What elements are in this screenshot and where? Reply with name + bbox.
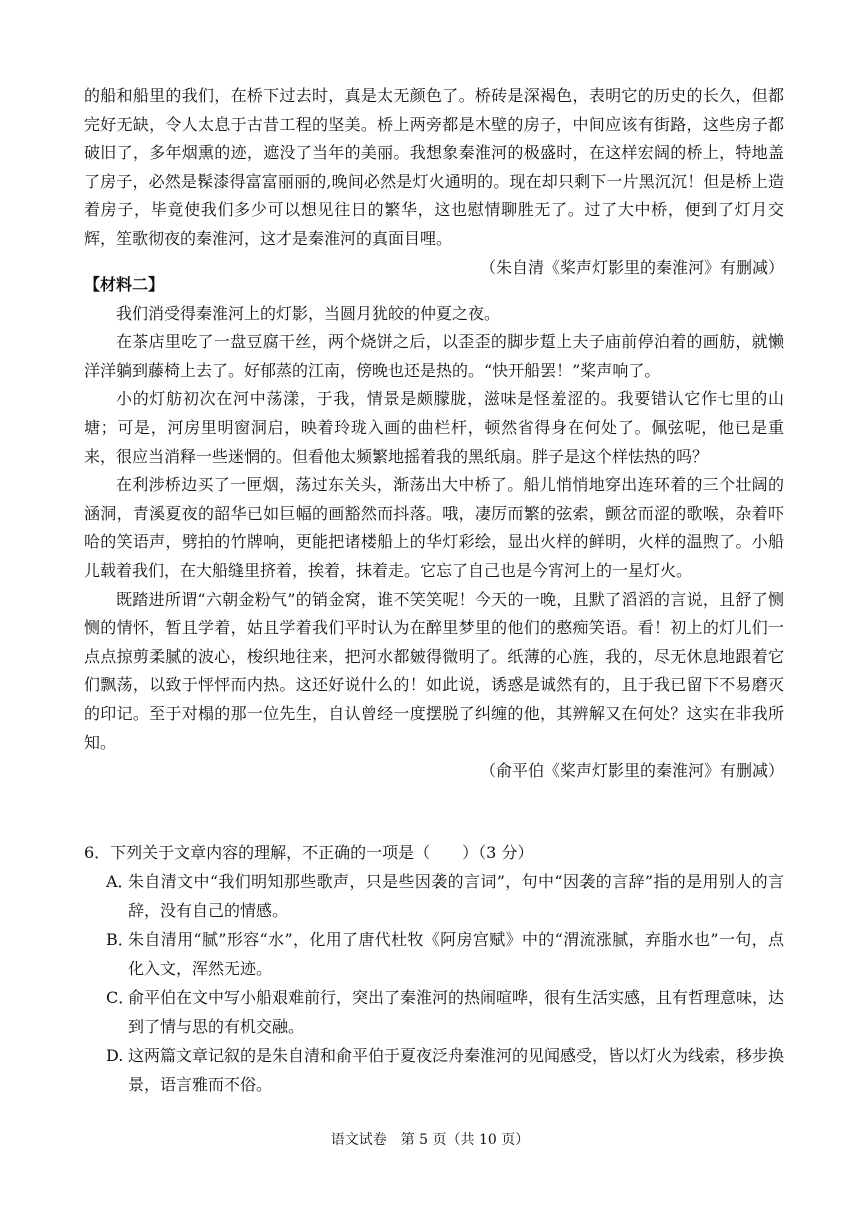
option-d-text: 这两篇文章记叙的是朱自清和俞平伯于夏夜泛舟秦淮河的见闻感受，皆以灯火为线索，移步换景，语言雅而不俗。 (128, 1046, 785, 1094)
option-b[interactable] (106, 925, 784, 983)
option-d[interactable] (106, 1041, 784, 1099)
material-one-tail (84, 82, 784, 282)
option-c-letter: C． (106, 988, 135, 1007)
option-a[interactable] (106, 867, 784, 925)
page-footer: 语文试卷 第 5 页（共 10 页） (330, 1132, 530, 1148)
option-b-text: 朱自清用“腻”形容“水”，化用了唐代杜牧《阿房宫赋》中的“渭流涨腻，弃脂水也”一句，点化入文，浑然无迹。 (128, 930, 784, 978)
material-two-heading: 【材料二】 (84, 275, 165, 294)
material-one-source: （朱自清《桨声灯影里的秦淮河》有删减） (479, 257, 784, 277)
option-a-letter: A． (106, 872, 134, 891)
material-two-paragraph-3: 小的灯舫初次在河中荡漾，于我，情景是颇朦胧，滋味是怪羞涩的。我要错认它作七里的山塘；可是，河房里明窗洞启，映着玲珑入画的曲栏杆，顿然省得身在何处了。佩弦呢，他已是重来，很应当消释一些迷惘的。但看他太频繁地摇着我的黑纸扇。胖子是这个样怯热的吗？ (84, 389, 784, 466)
option-a-text: 朱自清文中“我们明知那些歌声，只是些因袭的言词”，句中“因袭的言辞”指的是用别人的言辞，没有自己的情感。 (128, 872, 784, 920)
option-b-letter: B． (106, 930, 134, 949)
question-6-stem: 6．下列关于文章内容的理解，不正确的一项是（ ）（3 分） (84, 843, 534, 862)
option-d-letter: D. (106, 1046, 124, 1065)
option-c[interactable] (106, 983, 784, 1041)
material-two-paragraph-2: 在茶店里吃了一盘豆腐干丝，两个烧饼之后，以歪歪的脚步踅上夫子庙前停泊着的画舫，就懒洋洋躺到藤椅上去了。好郁蒸的江南，傍晚也还是热的。“快开船罢！”桨声响了。 (84, 332, 784, 380)
material-two-paragraph-1: 我们消受得秦淮河上的灯影，当圆月犹皎的仲夏之夜。 (116, 303, 501, 323)
material-two-paragraph-5: 既踏进所谓“六朝金粉气”的销金窝，谁不笑笑呢！今天的一晚，且默了滔滔的言说，且舒了恻恻的情怀，暂且学着，姑且学着我们平时认为在醉里梦里的他们的憨痴笑语。看！初上的灯儿们一点点掠剪柔腻的波心，梭织地往来，把河水都皴得微明了。纸薄的心旌，我的，尽无休息地跟着它们飘荡，以致于怦怦而内热。这还好说什么的！如此说，诱惑是诚然有的，且于我已留下不易磨灭的印记。至于对榻的那一位先生，自认曾经一度摆脱了纠缠的他，其辨解又在何处？这实在非我所知。 (84, 589, 784, 752)
question-6-options (84, 867, 784, 1099)
material-two-source: （俞平伯《桨声灯影里的秦淮河》有删减） (479, 761, 784, 781)
material-two-paragraph-4: 在利涉桥边买了一匣烟，荡过东关头，渐荡出大中桥了。船儿悄悄地穿出连环着的三个壮阔的涵洞，青溪夏夜的韶华已如巨幅的画豁然而抖落。哦，凄厉而繁的弦索，颤岔而涩的歌喉，杂着吓哈的笑语声，劈拍的竹牌响，更能把诸楼船上的华灯彩绘，显出火样的鲜明，火样的温煦了。小船儿载着我们，在大船缝里挤着，挨着，抹着走。它忘了自己也是今宵河上的一星灯火。 (84, 475, 784, 580)
option-c-text: 俞平伯在文中写小船艰难前行，突出了秦淮河的热闹喧哗，很有生活实感，且有哲理意味，达到了情与思的有机交融。 (128, 988, 785, 1036)
material-one-paragraph: 的船和船里的我们，在桥下过去时，真是太无颜色了。桥砖是深褐色，表明它的历史的长久，但都完好无缺，令人太息于古昔工程的坚美。桥上两旁都是木壁的房子，中间应该有街路，这些房子都破旧了，多年烟熏的迹，遮没了当年的美丽。我想象秦淮河的极盛时，在这样宏阔的桥上，特地盖了房子，必然是髹漆得富富丽丽的,晚间必然是灯火通明的。现在却只剩下一片黑沉沉！但是桥上造着房子，毕竟使我们多少可以想见往日的繁华，这也慰情聊胜无了。过了大中桥，便到了灯月交辉，笙歌彻夜的秦淮河，这才是秦淮河的真面目哩。 (84, 86, 784, 248)
question-6 (84, 838, 784, 1099)
material-two (84, 271, 784, 786)
